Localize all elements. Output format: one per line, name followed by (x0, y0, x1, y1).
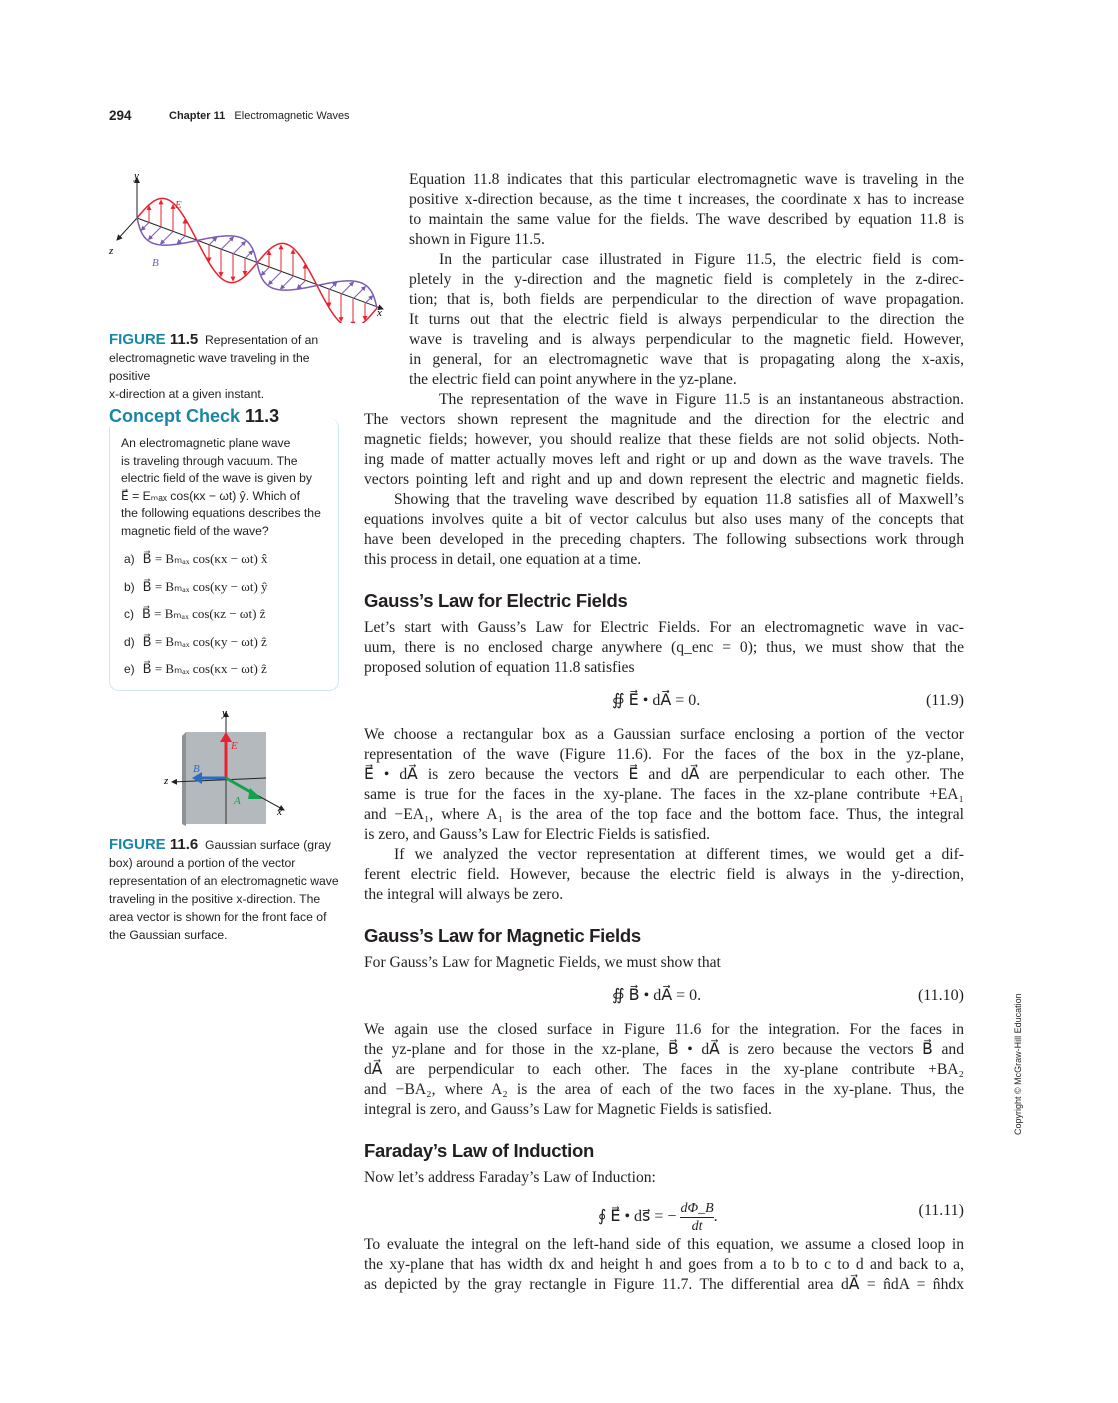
figure-11-6-caption (109, 836, 354, 944)
caption-line: the Gaussian surface. (109, 928, 228, 942)
axis-label-y: y (134, 170, 139, 182)
axis-label-z: z (164, 775, 169, 787)
figure-11-6-gaussian-surface (160, 704, 295, 829)
body-text-line: To evaluate the integral on the left-hand side of this equation, we assume a closed loop in (364, 1236, 964, 1253)
b-field-arrow (141, 223, 149, 231)
b-field-arrow (149, 227, 161, 239)
body-text-line: If we analyzed the vector representation at different times, we would get a dif- (394, 846, 964, 863)
label-area-vector: A⃗ (234, 795, 250, 807)
figure-label: FIGURE 11.6 (109, 836, 199, 853)
label-e-field: E⃗ (231, 740, 247, 752)
equation-number: (11.9) (925, 692, 964, 709)
body-text-line: Showing that the traveling wave described by equation 11.8 satisfies all of Maxwell’s (394, 491, 964, 508)
axis-label-x: x (277, 806, 282, 818)
option-letter: b) (124, 579, 135, 594)
body-text-line: proposed solution of equation 11.8 satisfies (364, 659, 635, 676)
body-text-line: the yz-plane and for those in the xz-plane, B⃗ • dA⃗ is zero because the vectors B⃗ and (364, 1041, 964, 1058)
figure-11-5-wave-diagram (105, 168, 395, 323)
answer-option[interactable] (124, 606, 265, 622)
body-text-line: For Gauss’s Law for Magnetic Fields, we must show that (364, 954, 721, 971)
concept-check-title: Concept Check 11.3 (109, 406, 289, 427)
copyright-notice: Copyright © McGraw-Hill Education (1013, 993, 1023, 1135)
body-text-line: Let’s start with Gauss’s Law for Electric Fields. For an electromagnetic wave in vac- (364, 619, 964, 636)
equation: ∮ E⃗ • ds⃗ = − $\frac{d\Phi\_B}{dt}$ . (598, 1201, 718, 1234)
option-equation: B⃗ = Bₘₐₓ cos(κy − ωt) ŷ (142, 578, 268, 594)
question-line: E⃗ = Eₘₐₓ cos(κx − ωt) ŷ. Which of (121, 488, 300, 503)
body-text-line: We again use the closed surface in Figure 11.6 for the integration. For the faces in (364, 1021, 964, 1038)
section-heading: Gauss’s Law for Magnetic Fields (364, 925, 641, 946)
concept-check-question (121, 435, 333, 540)
equation: ∯ E⃗ • dA⃗ = 0. (612, 692, 701, 709)
caption-line: area vector is shown for the front face of (109, 910, 327, 924)
body-text-line: wave is traveling and is always perpendicular to the magnetic field. However, (409, 331, 964, 348)
body-text-line: ing made of matter actually moves left and right or up and down as the wave travels. The (364, 451, 964, 468)
body-text-line: The representation of the wave in Figure 11.5 is an instantaneous abstraction. (439, 391, 964, 408)
question-line: electric field of the wave is given by (121, 471, 313, 485)
caption-line: box) around a portion of the vector (109, 856, 296, 870)
b-field-arrow (281, 277, 293, 289)
caption-line: representation of an electromagnetic wave (109, 874, 339, 888)
caption-line: traveling in the positive x-direction. The (109, 892, 321, 906)
figure-11-5-caption: FIGURE 11.5 Representation of an electromagnetic wave traveling in the positive x-direction at a given instant. (109, 331, 319, 401)
b-field-arrow (261, 268, 269, 276)
body-text-line: tion; that is, both fields are perpendicular to the direction of wave propagation. (409, 291, 964, 308)
body-text-line: Now let’s address Faraday’s Law of Induction: (364, 1169, 656, 1186)
figure-label: FIGURE 11.5 (109, 331, 199, 348)
body-text-line: same is true for the faces in the xy-plane. The faces in the xz-plane contribute +EA₁ (364, 786, 964, 803)
equation-number: (11.11) (918, 1202, 964, 1219)
question-line: the following equations describes the (121, 506, 321, 520)
b-field-arrow (233, 242, 245, 254)
body-text-line: positive x-direction because, as the time t increases, the coordinate x has to increase (409, 191, 964, 208)
body-text-line: this process in detail, one equation at a time. (364, 551, 642, 568)
body-text-line: magnetic fields; however, you should realize that these fields are not solid objects. Noth- (364, 431, 964, 448)
body-text-line: as depicted by the gray rectangle in Figure 11.7. The differential area dA⃗ = n̂dA = n̂hdx (364, 1276, 964, 1293)
body-text-line: shown in Figure 11.5. (409, 231, 545, 248)
question-line: is traveling through vacuum. The (121, 453, 298, 468)
label-e-field: E⃗ (175, 199, 191, 211)
body-text-line: ferent electric field. However, because the electric field is always in the y-direction, (364, 866, 964, 883)
label-b-field: B⃗ (193, 763, 209, 775)
option-letter: a) (124, 552, 135, 566)
body-text-line: dA⃗ are perpendicular to each other. The faces in the xy-plane contribute +BA₂ (364, 1061, 964, 1078)
body-text-line: the electric field can point anywhere in the yz-plane. (409, 371, 737, 388)
axis-label-z: z (109, 245, 114, 257)
body-text-line: equations involves quite a bit of vector calculus but also uses many of the concepts that (364, 511, 964, 528)
equation-lhs: ∮ E⃗ • ds⃗ = − (598, 1208, 677, 1226)
body-text-line: integral is zero, and Gauss’s Law for Magnetic Fields is satisfied. (364, 1101, 772, 1118)
option-letter: d) (124, 634, 135, 649)
body-text-line: in general, for an electromagnetic wave that is propagating along the x-axis, (409, 351, 964, 368)
body-text-line: representation of the wave (Figure 11.6). For the faces of the box in the yz-plane, (364, 746, 964, 763)
option-equation: B⃗ = Bₘₐₓ cos(κy − ωt) ẑ (142, 633, 267, 649)
body-text-line: and −EA₁, where A₁ is the area of the top face and the bottom face. Thus, the integral (364, 806, 964, 823)
body-text-line: the integral will always be zero. (364, 886, 564, 903)
b-field-arrow (245, 251, 253, 259)
label-b-field: B⃗ (152, 257, 168, 269)
chapter-label: Chapter 11 (169, 110, 226, 122)
page-number: 294 (109, 108, 132, 123)
b-field-arrow (365, 296, 373, 304)
b-field-arrow (269, 272, 281, 284)
option-letter: e) (124, 662, 135, 676)
answer-option[interactable] (124, 634, 267, 650)
option-equation: B⃗ = Bₘₐₓ cos(κz − ωt) ẑ (142, 606, 266, 621)
body-text-line: The vectors shown represent the magnitude and the direction for the electric and (364, 411, 964, 428)
axis-label-y: y (222, 707, 227, 719)
body-text-line: It turns out that the electric field is always perpendicular to the direction the (409, 311, 964, 328)
section-heading: Gauss’s Law for Electric Fields (364, 590, 628, 611)
body-text-line: have been developed in the preceding chapters. The following subsections work through (364, 531, 964, 548)
body-text-line: and −BA₂, where A₂ is the area of each of the two faces in the xy-plane. Thus, the (364, 1081, 964, 1098)
body-text-line: vectors pointing left and right and up and down represent the electric and magnetic fields. (364, 471, 964, 488)
body-text-line: uum, there is no enclosed charge anywhere (q_enc = 0); thus, we must show that the (364, 639, 964, 656)
body-text-line: Equation 11.8 indicates that this particular electromagnetic wave is traveling in the (409, 171, 964, 188)
option-equation: B⃗ = Bₘₐₓ cos(κx − ωt) x̂ (142, 551, 268, 566)
running-header (169, 110, 350, 122)
fraction-denominator: dt (691, 1219, 703, 1234)
question-line: An electromagnetic plane wave (121, 436, 291, 450)
section-heading: Faraday’s Law of Induction (364, 1140, 594, 1161)
body-text-line: E⃗ • dA⃗ is zero because the vectors E⃗ and dA⃗ are perpendicular to each other. The (364, 766, 964, 783)
answer-option[interactable] (124, 579, 268, 595)
body-text-line: to maintain the same value for the fields. The wave described by equation 11.8 is (409, 211, 964, 228)
option-equation: B⃗ = Bₘₐₓ cos(κx − ωt) ẑ (142, 661, 267, 676)
b-field-arrow (341, 282, 353, 294)
answer-option[interactable] (124, 551, 268, 567)
equation: ∯ B⃗ • dA⃗ = 0. (612, 987, 702, 1004)
body-text-line: We choose a rectangular box as a Gaussian surface enclosing a portion of the vector (364, 726, 964, 743)
body-text-line: In the particular case illustrated in Figure 11.5, the electric field is com- (439, 251, 964, 268)
caption-line: Gaussian surface (gray (205, 838, 331, 852)
b-field-arrow (353, 287, 365, 299)
equation-number: (11.10) (917, 987, 964, 1004)
axis-label-x: x (377, 307, 382, 319)
fraction-numerator: dΦ_B (680, 1201, 714, 1216)
body-text-line: is zero, and Gauss’s Law for Electric Fields is satisfied. (364, 826, 711, 843)
body-text-line: the xy-plane that has width dx and height h and goes from a to b to c to d and back to a, (364, 1256, 964, 1273)
body-text-line: pletely in the y-direction and the magnetic field is completely in the z-direc- (409, 271, 964, 288)
b-field-arrow (161, 232, 173, 244)
question-line: magnetic field of the wave? (121, 523, 269, 538)
b-field-arrow (221, 237, 233, 249)
answer-option[interactable] (124, 661, 267, 677)
chapter-title: Electromagnetic Waves (234, 110, 350, 122)
option-letter: c) (124, 607, 134, 621)
